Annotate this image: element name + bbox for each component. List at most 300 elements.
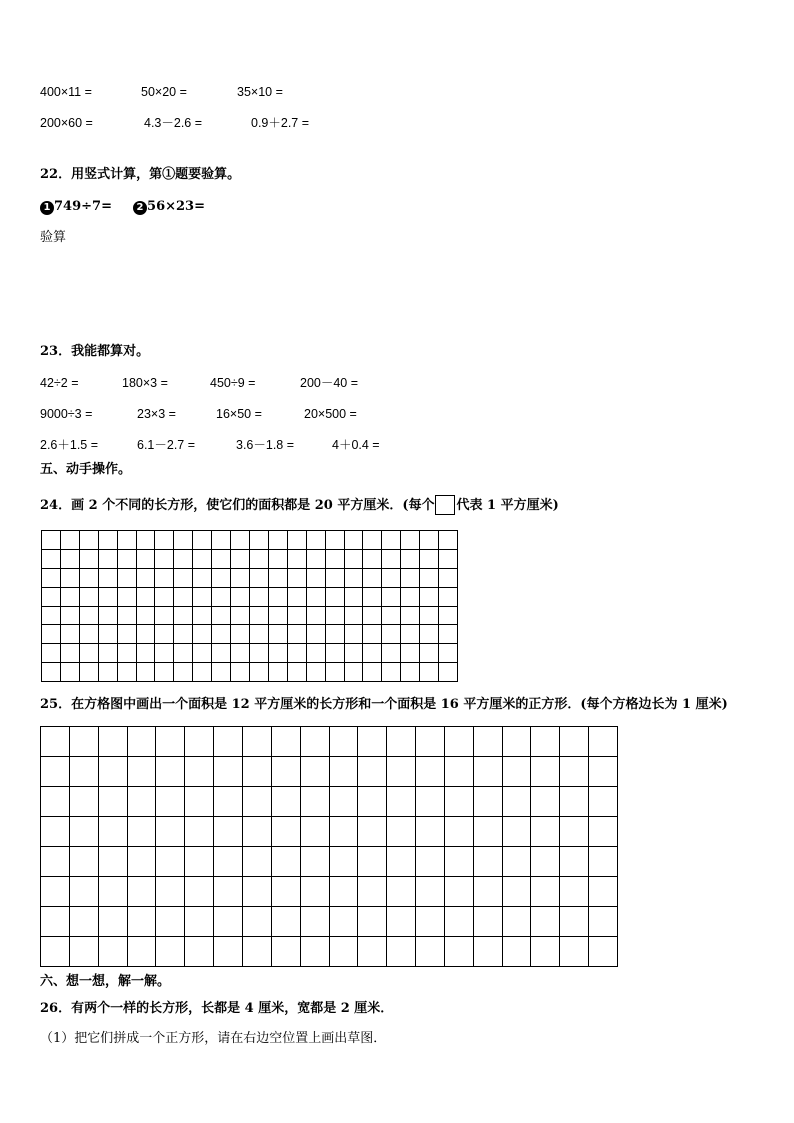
grid-cell[interactable] (387, 877, 416, 907)
grid-cell[interactable] (156, 877, 185, 907)
grid-cell[interactable] (503, 757, 532, 787)
grid-cell[interactable] (531, 727, 560, 757)
grid-cell[interactable] (185, 907, 214, 937)
grid-cell[interactable] (231, 625, 250, 644)
grid-cell[interactable] (272, 727, 301, 757)
grid-cell[interactable] (137, 663, 156, 682)
grid-cell[interactable] (387, 907, 416, 937)
grid-cell[interactable] (474, 787, 503, 817)
grid-cell[interactable] (99, 644, 118, 663)
grid-cell[interactable] (250, 569, 269, 588)
grid-cell[interactable] (420, 644, 439, 663)
grid-cell[interactable] (531, 877, 560, 907)
grid-cell[interactable] (231, 663, 250, 682)
grid-cell[interactable] (214, 757, 243, 787)
grid-cell[interactable] (326, 588, 345, 607)
grid-cell[interactable] (439, 663, 458, 682)
grid-cell[interactable] (531, 787, 560, 817)
grid-cell[interactable] (41, 847, 70, 877)
grid-cell[interactable] (185, 877, 214, 907)
grid-cell[interactable] (382, 531, 401, 550)
grid-cell[interactable] (503, 727, 532, 757)
grid-cell[interactable] (416, 847, 445, 877)
grid-cell[interactable] (185, 847, 214, 877)
grid-cell[interactable] (358, 787, 387, 817)
grid-cell[interactable] (301, 787, 330, 817)
grid-cell[interactable] (420, 531, 439, 550)
grid-cell[interactable] (99, 569, 118, 588)
grid-cell[interactable] (70, 847, 99, 877)
grid-cell[interactable] (70, 727, 99, 757)
grid-cell[interactable] (307, 531, 326, 550)
grid-cell[interactable] (118, 588, 137, 607)
grid-cell[interactable] (231, 569, 250, 588)
grid-cell[interactable] (345, 663, 364, 682)
grid-cell[interactable] (420, 588, 439, 607)
grid-paper-25[interactable] (40, 726, 618, 967)
grid-cell[interactable] (288, 588, 307, 607)
grid-cell[interactable] (363, 569, 382, 588)
grid-cell[interactable] (445, 817, 474, 847)
grid-cell[interactable] (70, 787, 99, 817)
grid-cell[interactable] (420, 569, 439, 588)
grid-cell[interactable] (137, 531, 156, 550)
grid-cell[interactable] (41, 787, 70, 817)
grid-cell[interactable] (99, 847, 128, 877)
grid-cell[interactable] (243, 787, 272, 817)
grid-cell[interactable] (41, 937, 70, 967)
grid-cell[interactable] (345, 625, 364, 644)
grid-cell[interactable] (288, 625, 307, 644)
grid-cell[interactable] (420, 625, 439, 644)
grid-cell[interactable] (345, 588, 364, 607)
grid-cell[interactable] (193, 569, 212, 588)
grid-cell[interactable] (560, 847, 589, 877)
grid-cell[interactable] (416, 907, 445, 937)
grid-cell[interactable] (212, 607, 231, 626)
grid-cell[interactable] (41, 727, 70, 757)
grid-cell[interactable] (330, 937, 359, 967)
grid-cell[interactable] (326, 607, 345, 626)
grid-cell[interactable] (330, 847, 359, 877)
grid-paper-24[interactable] (41, 530, 458, 682)
grid-cell[interactable] (231, 607, 250, 626)
grid-cell[interactable] (99, 937, 128, 967)
grid-cell[interactable] (445, 727, 474, 757)
grid-cell[interactable] (137, 588, 156, 607)
grid-cell[interactable] (363, 531, 382, 550)
grid-cell[interactable] (156, 937, 185, 967)
grid-cell[interactable] (445, 877, 474, 907)
grid-cell[interactable] (155, 663, 174, 682)
grid-cell[interactable] (42, 569, 61, 588)
grid-cell[interactable] (560, 907, 589, 937)
grid-cell[interactable] (243, 877, 272, 907)
grid-cell[interactable] (99, 907, 128, 937)
grid-cell[interactable] (330, 757, 359, 787)
grid-cell[interactable] (214, 847, 243, 877)
grid-cell[interactable] (345, 550, 364, 569)
grid-cell[interactable] (80, 550, 99, 569)
grid-cell[interactable] (128, 847, 157, 877)
grid-cell[interactable] (363, 625, 382, 644)
grid-cell[interactable] (231, 531, 250, 550)
grid-cell[interactable] (420, 607, 439, 626)
grid-cell[interactable] (155, 588, 174, 607)
grid-cell[interactable] (269, 588, 288, 607)
grid-cell[interactable] (99, 787, 128, 817)
grid-cell[interactable] (193, 531, 212, 550)
grid-cell[interactable] (387, 817, 416, 847)
grid-cell[interactable] (193, 607, 212, 626)
grid-cell[interactable] (301, 727, 330, 757)
grid-cell[interactable] (358, 757, 387, 787)
grid-cell[interactable] (363, 607, 382, 626)
grid-cell[interactable] (439, 531, 458, 550)
grid-cell[interactable] (99, 757, 128, 787)
grid-cell[interactable] (382, 607, 401, 626)
grid-cell[interactable] (128, 727, 157, 757)
grid-cell[interactable] (61, 663, 80, 682)
grid-cell[interactable] (174, 569, 193, 588)
grid-cell[interactable] (358, 727, 387, 757)
grid-cell[interactable] (420, 663, 439, 682)
grid-cell[interactable] (250, 531, 269, 550)
grid-cell[interactable] (326, 644, 345, 663)
grid-cell[interactable] (137, 644, 156, 663)
grid-cell[interactable] (137, 550, 156, 569)
grid-cell[interactable] (288, 531, 307, 550)
grid-cell[interactable] (269, 607, 288, 626)
grid-cell[interactable] (531, 847, 560, 877)
grid-cell[interactable] (307, 644, 326, 663)
grid-cell[interactable] (474, 877, 503, 907)
grid-cell[interactable] (41, 877, 70, 907)
grid-cell[interactable] (474, 817, 503, 847)
grid-cell[interactable] (61, 644, 80, 663)
grid-cell[interactable] (345, 569, 364, 588)
grid-cell[interactable] (185, 787, 214, 817)
grid-cell[interactable] (445, 847, 474, 877)
grid-cell[interactable] (301, 907, 330, 937)
grid-cell[interactable] (345, 531, 364, 550)
grid-cell[interactable] (420, 550, 439, 569)
grid-cell[interactable] (99, 625, 118, 644)
grid-cell[interactable] (503, 847, 532, 877)
grid-cell[interactable] (474, 757, 503, 787)
grid-cell[interactable] (99, 877, 128, 907)
grid-cell[interactable] (250, 607, 269, 626)
grid-cell[interactable] (156, 727, 185, 757)
grid-cell[interactable] (156, 907, 185, 937)
grid-cell[interactable] (243, 847, 272, 877)
grid-cell[interactable] (174, 644, 193, 663)
grid-cell[interactable] (439, 569, 458, 588)
grid-cell[interactable] (382, 625, 401, 644)
grid-cell[interactable] (99, 550, 118, 569)
grid-cell[interactable] (99, 663, 118, 682)
grid-cell[interactable] (214, 727, 243, 757)
grid-cell[interactable] (193, 644, 212, 663)
grid-cell[interactable] (118, 531, 137, 550)
grid-cell[interactable] (214, 817, 243, 847)
grid-cell[interactable] (401, 607, 420, 626)
grid-cell[interactable] (137, 569, 156, 588)
grid-cell[interactable] (387, 937, 416, 967)
grid-cell[interactable] (137, 607, 156, 626)
grid-cell[interactable] (214, 907, 243, 937)
grid-cell[interactable] (358, 937, 387, 967)
grid-cell[interactable] (41, 757, 70, 787)
grid-cell[interactable] (118, 663, 137, 682)
grid-cell[interactable] (401, 588, 420, 607)
grid-cell[interactable] (99, 817, 128, 847)
grid-cell[interactable] (330, 787, 359, 817)
grid-cell[interactable] (156, 817, 185, 847)
grid-cell[interactable] (387, 727, 416, 757)
grid-cell[interactable] (307, 569, 326, 588)
grid-cell[interactable] (345, 644, 364, 663)
grid-cell[interactable] (589, 757, 618, 787)
grid-cell[interactable] (288, 607, 307, 626)
grid-cell[interactable] (382, 588, 401, 607)
grid-cell[interactable] (212, 569, 231, 588)
grid-cell[interactable] (330, 907, 359, 937)
grid-cell[interactable] (272, 817, 301, 847)
grid-cell[interactable] (326, 663, 345, 682)
grid-cell[interactable] (118, 607, 137, 626)
grid-cell[interactable] (70, 937, 99, 967)
grid-cell[interactable] (99, 727, 128, 757)
grid-cell[interactable] (214, 937, 243, 967)
grid-cell[interactable] (301, 847, 330, 877)
grid-cell[interactable] (439, 625, 458, 644)
grid-cell[interactable] (330, 817, 359, 847)
grid-cell[interactable] (42, 625, 61, 644)
grid-cell[interactable] (269, 550, 288, 569)
grid-cell[interactable] (382, 550, 401, 569)
grid-cell[interactable] (387, 757, 416, 787)
grid-cell[interactable] (589, 787, 618, 817)
grid-cell[interactable] (80, 531, 99, 550)
grid-cell[interactable] (193, 550, 212, 569)
grid-cell[interactable] (288, 550, 307, 569)
grid-cell[interactable] (174, 625, 193, 644)
grid-cell[interactable] (288, 663, 307, 682)
grid-cell[interactable] (118, 644, 137, 663)
grid-cell[interactable] (41, 907, 70, 937)
grid-cell[interactable] (269, 625, 288, 644)
grid-cell[interactable] (243, 757, 272, 787)
grid-cell[interactable] (589, 847, 618, 877)
grid-cell[interactable] (272, 877, 301, 907)
grid-cell[interactable] (560, 937, 589, 967)
grid-cell[interactable] (212, 644, 231, 663)
grid-cell[interactable] (272, 757, 301, 787)
grid-cell[interactable] (307, 550, 326, 569)
grid-cell[interactable] (70, 757, 99, 787)
grid-cell[interactable] (156, 787, 185, 817)
grid-cell[interactable] (61, 625, 80, 644)
grid-cell[interactable] (503, 937, 532, 967)
grid-cell[interactable] (416, 787, 445, 817)
grid-cell[interactable] (474, 937, 503, 967)
grid-cell[interactable] (42, 607, 61, 626)
grid-cell[interactable] (70, 817, 99, 847)
grid-cell[interactable] (474, 907, 503, 937)
grid-cell[interactable] (61, 550, 80, 569)
grid-cell[interactable] (445, 787, 474, 817)
grid-cell[interactable] (288, 644, 307, 663)
grid-cell[interactable] (439, 644, 458, 663)
grid-cell[interactable] (589, 727, 618, 757)
grid-cell[interactable] (250, 588, 269, 607)
grid-cell[interactable] (99, 531, 118, 550)
grid-cell[interactable] (231, 550, 250, 569)
grid-cell[interactable] (61, 531, 80, 550)
grid-cell[interactable] (70, 877, 99, 907)
grid-cell[interactable] (272, 787, 301, 817)
grid-cell[interactable] (358, 877, 387, 907)
grid-cell[interactable] (156, 757, 185, 787)
grid-cell[interactable] (474, 727, 503, 757)
grid-cell[interactable] (80, 625, 99, 644)
grid-cell[interactable] (301, 877, 330, 907)
grid-cell[interactable] (128, 907, 157, 937)
grid-cell[interactable] (326, 569, 345, 588)
grid-cell[interactable] (128, 817, 157, 847)
grid-cell[interactable] (174, 663, 193, 682)
grid-cell[interactable] (214, 787, 243, 817)
grid-cell[interactable] (589, 907, 618, 937)
grid-cell[interactable] (128, 877, 157, 907)
grid-cell[interactable] (401, 663, 420, 682)
grid-cell[interactable] (250, 550, 269, 569)
grid-cell[interactable] (80, 588, 99, 607)
grid-cell[interactable] (358, 907, 387, 937)
grid-cell[interactable] (531, 757, 560, 787)
grid-cell[interactable] (326, 550, 345, 569)
grid-cell[interactable] (301, 817, 330, 847)
grid-cell[interactable] (118, 569, 137, 588)
grid-cell[interactable] (307, 663, 326, 682)
grid-cell[interactable] (174, 588, 193, 607)
grid-cell[interactable] (307, 625, 326, 644)
grid-cell[interactable] (531, 817, 560, 847)
grid-cell[interactable] (174, 607, 193, 626)
grid-cell[interactable] (387, 787, 416, 817)
grid-cell[interactable] (174, 550, 193, 569)
grid-cell[interactable] (243, 727, 272, 757)
grid-cell[interactable] (185, 817, 214, 847)
grid-cell[interactable] (155, 550, 174, 569)
grid-cell[interactable] (382, 663, 401, 682)
grid-cell[interactable] (363, 550, 382, 569)
grid-cell[interactable] (401, 644, 420, 663)
grid-cell[interactable] (185, 757, 214, 787)
grid-cell[interactable] (42, 550, 61, 569)
grid-cell[interactable] (307, 607, 326, 626)
grid-cell[interactable] (363, 644, 382, 663)
grid-cell[interactable] (193, 663, 212, 682)
grid-cell[interactable] (272, 907, 301, 937)
grid-cell[interactable] (80, 663, 99, 682)
grid-cell[interactable] (416, 727, 445, 757)
grid-cell[interactable] (243, 817, 272, 847)
grid-cell[interactable] (439, 607, 458, 626)
grid-cell[interactable] (231, 588, 250, 607)
grid-cell[interactable] (155, 569, 174, 588)
grid-cell[interactable] (531, 937, 560, 967)
grid-cell[interactable] (445, 757, 474, 787)
grid-cell[interactable] (363, 588, 382, 607)
grid-cell[interactable] (416, 877, 445, 907)
grid-cell[interactable] (560, 877, 589, 907)
grid-cell[interactable] (231, 644, 250, 663)
grid-cell[interactable] (214, 877, 243, 907)
grid-cell[interactable] (42, 531, 61, 550)
grid-cell[interactable] (212, 663, 231, 682)
grid-cell[interactable] (503, 877, 532, 907)
grid-cell[interactable] (531, 907, 560, 937)
grid-cell[interactable] (382, 644, 401, 663)
grid-cell[interactable] (185, 937, 214, 967)
grid-cell[interactable] (560, 757, 589, 787)
grid-cell[interactable] (212, 550, 231, 569)
grid-cell[interactable] (128, 757, 157, 787)
grid-cell[interactable] (358, 817, 387, 847)
grid-cell[interactable] (99, 607, 118, 626)
grid-cell[interactable] (560, 727, 589, 757)
grid-cell[interactable] (269, 663, 288, 682)
grid-cell[interactable] (589, 877, 618, 907)
grid-cell[interactable] (401, 569, 420, 588)
grid-cell[interactable] (185, 727, 214, 757)
grid-cell[interactable] (445, 937, 474, 967)
grid-cell[interactable] (307, 588, 326, 607)
grid-cell[interactable] (401, 625, 420, 644)
grid-cell[interactable] (212, 588, 231, 607)
grid-cell[interactable] (272, 937, 301, 967)
grid-cell[interactable] (155, 531, 174, 550)
grid-cell[interactable] (118, 625, 137, 644)
grid-cell[interactable] (589, 817, 618, 847)
grid-cell[interactable] (212, 531, 231, 550)
grid-cell[interactable] (503, 787, 532, 817)
grid-cell[interactable] (128, 787, 157, 817)
grid-cell[interactable] (61, 588, 80, 607)
grid-cell[interactable] (269, 569, 288, 588)
grid-cell[interactable] (137, 625, 156, 644)
grid-cell[interactable] (288, 569, 307, 588)
grid-cell[interactable] (503, 907, 532, 937)
grid-cell[interactable] (80, 644, 99, 663)
grid-cell[interactable] (80, 607, 99, 626)
grid-cell[interactable] (560, 817, 589, 847)
grid-cell[interactable] (99, 588, 118, 607)
grid-cell[interactable] (416, 937, 445, 967)
grid-cell[interactable] (128, 937, 157, 967)
grid-cell[interactable] (243, 937, 272, 967)
grid-cell[interactable] (174, 531, 193, 550)
grid-cell[interactable] (80, 569, 99, 588)
grid-cell[interactable] (330, 727, 359, 757)
grid-cell[interactable] (589, 937, 618, 967)
grid-cell[interactable] (155, 607, 174, 626)
grid-cell[interactable] (155, 644, 174, 663)
grid-cell[interactable] (41, 817, 70, 847)
grid-cell[interactable] (439, 588, 458, 607)
